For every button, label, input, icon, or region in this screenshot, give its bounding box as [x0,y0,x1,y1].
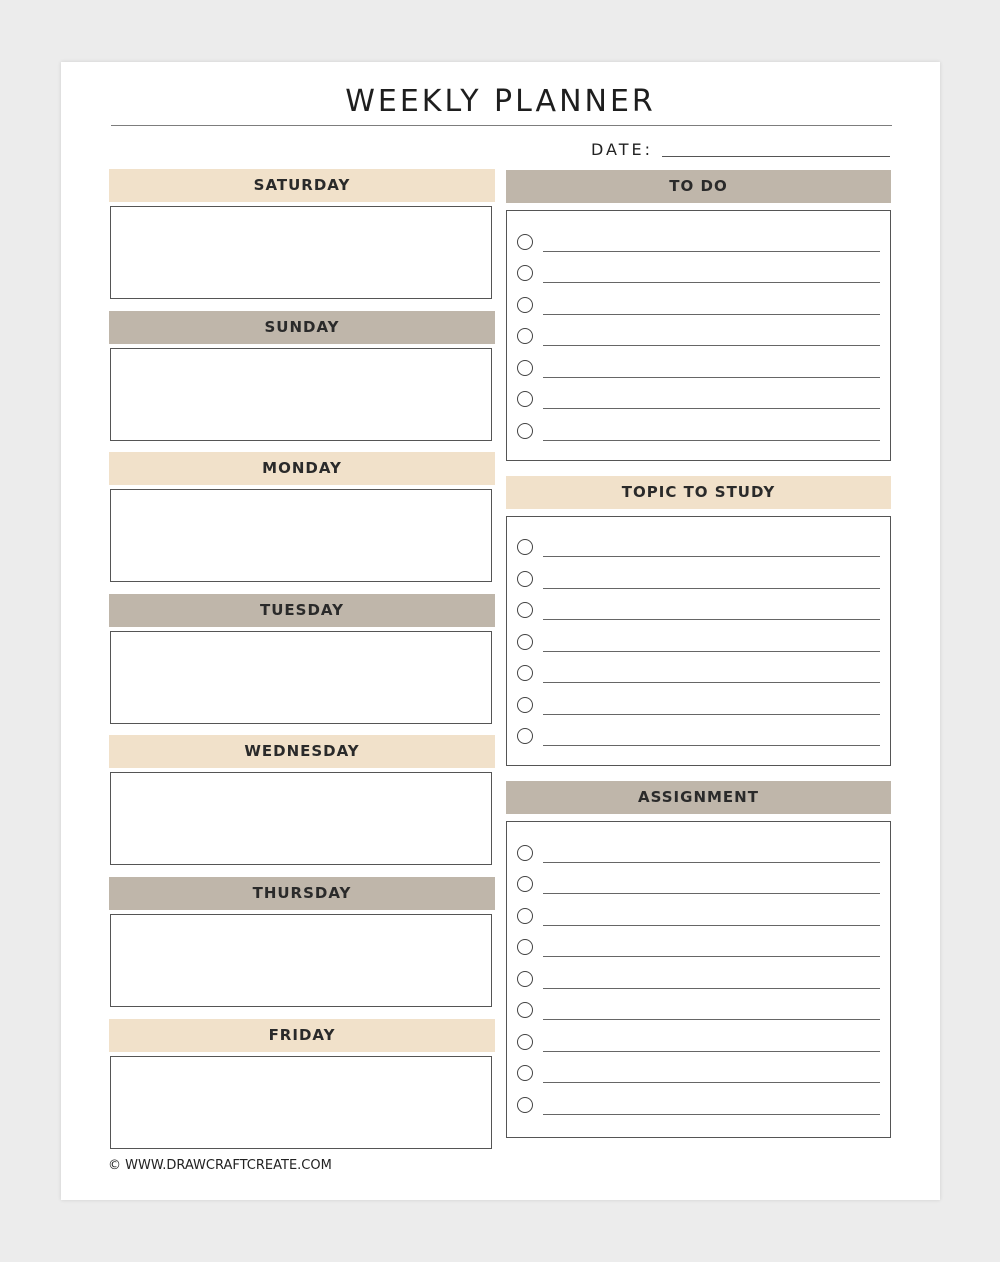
checklist-row [517,1058,880,1090]
checklist-box [506,210,891,461]
section-header: TOPIC TO STUDY [506,476,891,509]
date-label: DATE: [591,140,654,159]
checkbox-circle-icon[interactable] [517,971,533,987]
checkbox-circle-icon[interactable] [517,571,533,587]
day-notes-box[interactable] [110,489,492,582]
checklist-row [517,900,880,932]
write-line[interactable] [543,1082,880,1083]
day-header: TUESDAY [109,594,495,627]
write-line[interactable] [543,314,880,315]
day-notes-box[interactable] [110,631,492,724]
write-line[interactable] [543,408,880,409]
checklist-row [517,532,880,564]
write-line[interactable] [543,588,880,589]
day-notes-box[interactable] [110,206,492,299]
checklist-row [517,384,880,416]
write-line[interactable] [543,251,880,252]
checkbox-circle-icon[interactable] [517,539,533,555]
checklist-row [517,658,880,690]
checkbox-circle-icon[interactable] [517,391,533,407]
checklist-row [517,932,880,964]
write-line[interactable] [543,282,880,283]
day-block-sunday [109,311,495,453]
checklist-row [517,963,880,995]
checkbox-circle-icon[interactable] [517,265,533,281]
write-line[interactable] [543,377,880,378]
day-notes-box[interactable] [110,772,492,865]
day-block-wednesday [109,735,495,877]
day-notes-box[interactable] [110,914,492,1007]
write-line[interactable] [543,988,880,989]
date-field[interactable] [662,156,890,157]
checkbox-circle-icon[interactable] [517,665,533,681]
write-line[interactable] [543,440,880,441]
checkbox-circle-icon[interactable] [517,1097,533,1113]
checkbox-circle-icon[interactable] [517,360,533,376]
write-line[interactable] [543,345,880,346]
planner-sheet [61,62,940,1200]
days-column [109,169,495,1160]
checklist-row [517,995,880,1027]
checkbox-circle-icon[interactable] [517,697,533,713]
day-block-tuesday [109,594,495,736]
checkbox-circle-icon[interactable] [517,297,533,313]
checkbox-circle-icon[interactable] [517,328,533,344]
checklist-row [517,321,880,353]
day-block-thursday [109,877,495,1019]
checklist-row [517,563,880,595]
checkbox-circle-icon[interactable] [517,234,533,250]
section-to-do [506,170,891,461]
checkbox-circle-icon[interactable] [517,908,533,924]
write-line[interactable] [543,1019,880,1020]
checkbox-circle-icon[interactable] [517,876,533,892]
section-assignment [506,781,891,1138]
checklist-row [517,626,880,658]
write-line[interactable] [543,556,880,557]
day-block-monday [109,452,495,594]
write-line[interactable] [543,925,880,926]
write-line[interactable] [543,745,880,746]
checkbox-circle-icon[interactable] [517,602,533,618]
checkbox-circle-icon[interactable] [517,939,533,955]
write-line[interactable] [543,651,880,652]
footer-copyright: © WWW.DRAWCRAFTCREATE.COM [108,1158,332,1173]
checkbox-circle-icon[interactable] [517,728,533,744]
checklist-row [517,258,880,290]
day-notes-box[interactable] [110,1056,492,1149]
checklist-row [517,1089,880,1121]
write-line[interactable] [543,893,880,894]
checklist-row [517,869,880,901]
section-header: TO DO [506,170,891,203]
page-title: WEEKLY PLANNER [345,84,656,119]
write-line[interactable] [543,1051,880,1052]
write-line[interactable] [543,1114,880,1115]
checklist-box [506,516,891,767]
write-line[interactable] [543,862,880,863]
section-header: ASSIGNMENT [506,781,891,814]
checkbox-circle-icon[interactable] [517,1065,533,1081]
checklist-row [517,415,880,447]
checkbox-circle-icon[interactable] [517,845,533,861]
checklist-row [517,289,880,321]
checkbox-circle-icon[interactable] [517,1002,533,1018]
write-line[interactable] [543,956,880,957]
checklist-row [517,595,880,627]
checklist-row [517,721,880,753]
day-notes-box[interactable] [110,348,492,441]
day-block-friday [109,1019,495,1161]
write-line[interactable] [543,619,880,620]
section-topic-to-study [506,476,891,767]
day-header: MONDAY [109,452,495,485]
checklist-row [517,689,880,721]
checkbox-circle-icon[interactable] [517,423,533,439]
write-line[interactable] [543,714,880,715]
day-header: FRIDAY [109,1019,495,1052]
checklist-row [517,226,880,258]
day-header: SUNDAY [109,311,495,344]
write-line[interactable] [543,682,880,683]
day-header: SATURDAY [109,169,495,202]
title-divider [111,125,892,126]
day-block-saturday [109,169,495,311]
day-header: WEDNESDAY [109,735,495,768]
checkbox-circle-icon[interactable] [517,634,533,650]
day-header: THURSDAY [109,877,495,910]
checklist-row [517,352,880,384]
lists-column [506,170,891,1138]
checklist-row [517,1026,880,1058]
checklist-box [506,821,891,1138]
checkbox-circle-icon[interactable] [517,1034,533,1050]
checklist-row [517,837,880,869]
